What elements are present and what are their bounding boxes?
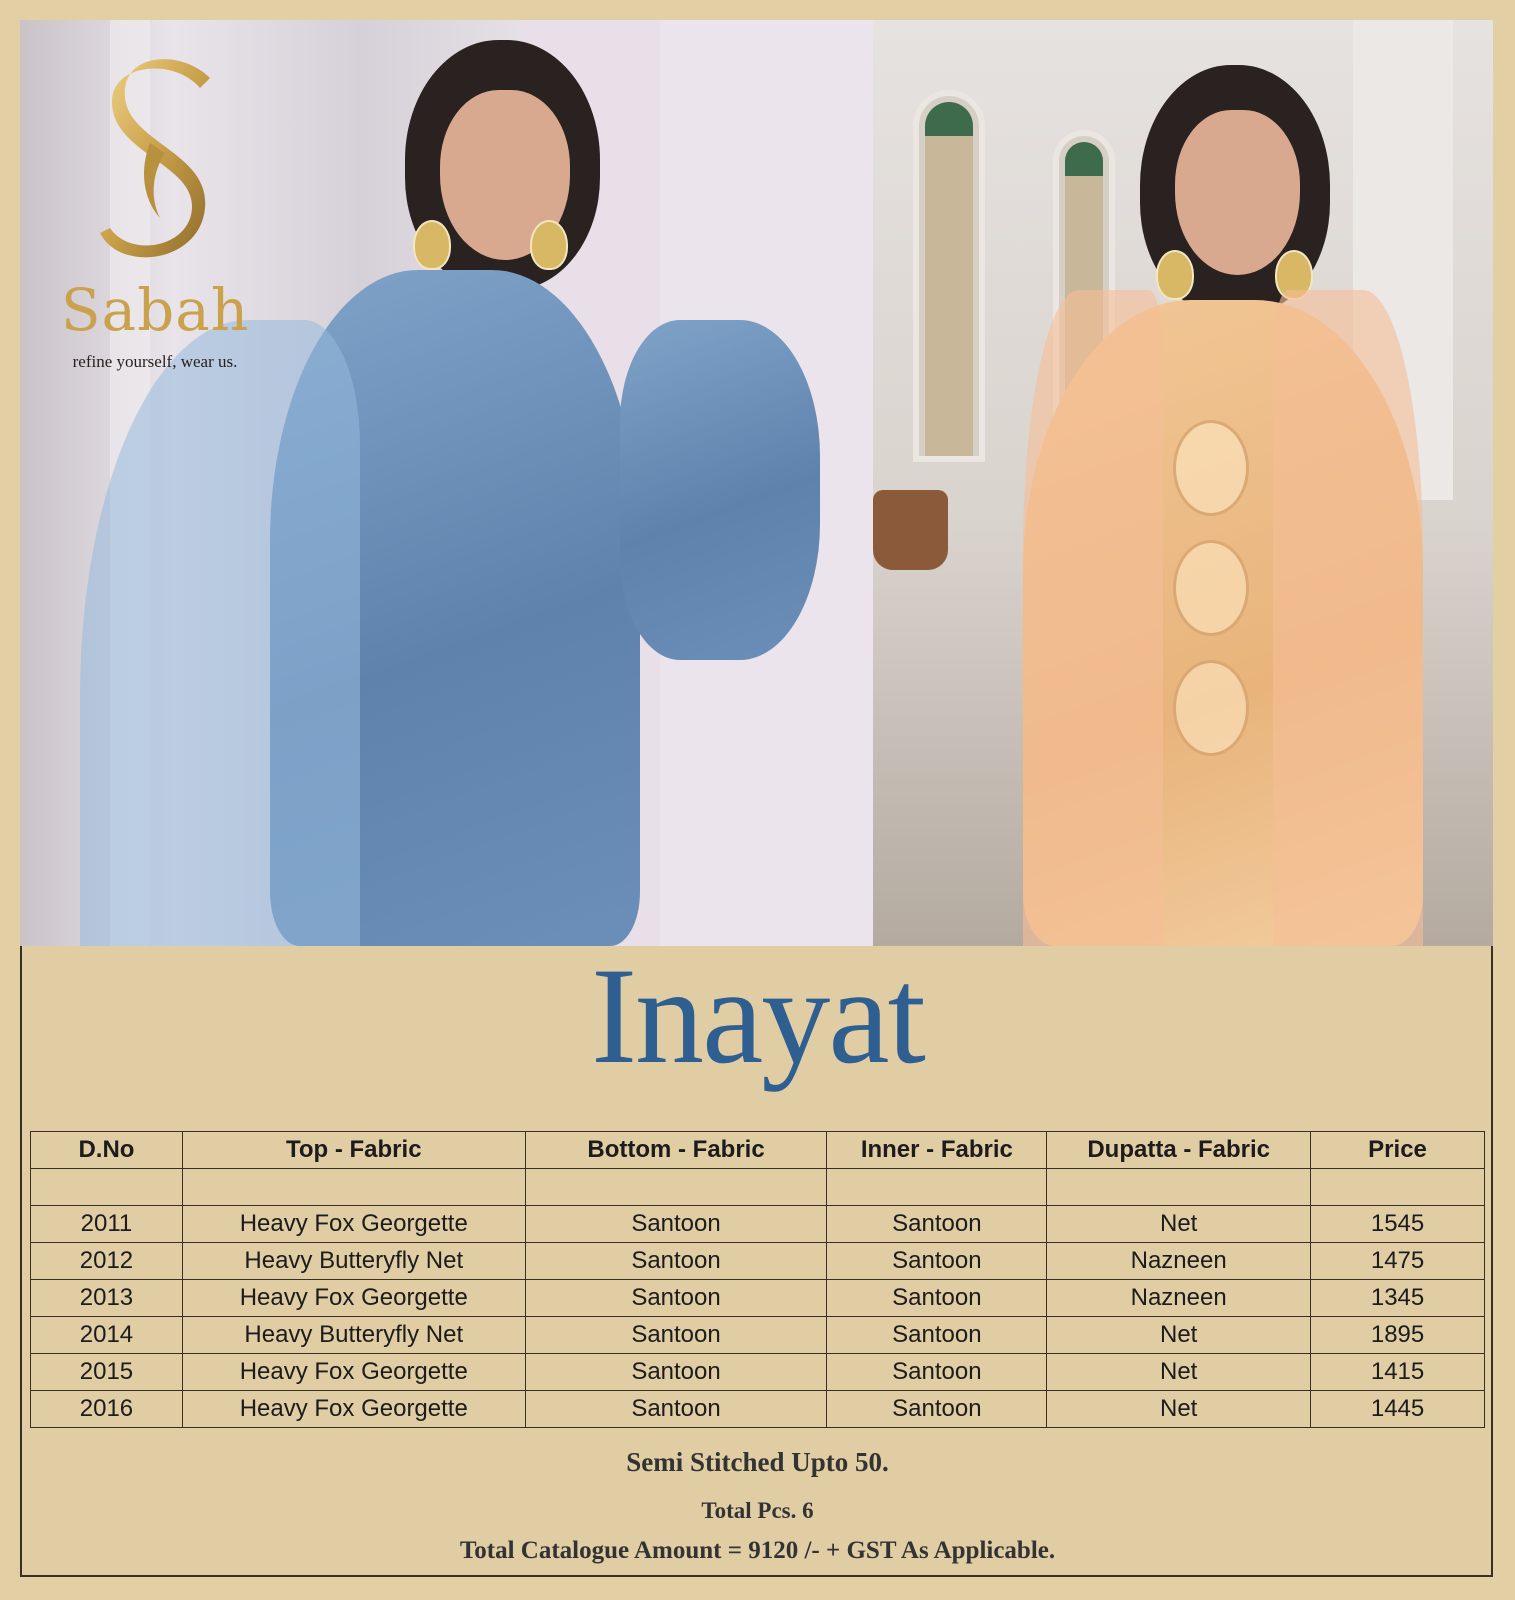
cell-dupatta-fabric: Net: [1047, 1391, 1311, 1428]
cell-dno: 2015: [31, 1354, 183, 1391]
catalogue-title: Inayat: [591, 939, 924, 1092]
table-header-row: [31, 1132, 1485, 1169]
header-inner-fabric: Inner - Fabric: [827, 1132, 1047, 1169]
stitching-note: Semi Stitched Upto 50.: [626, 1447, 889, 1477]
cell-dno: 2013: [31, 1280, 183, 1317]
cell-inner-fabric: [827, 1169, 1047, 1206]
cell-top-fabric: [182, 1169, 525, 1206]
cell-inner-fabric: Santoon: [827, 1354, 1047, 1391]
cell-dupatta-fabric: Nazneen: [1047, 1280, 1311, 1317]
cell-price: 1895: [1311, 1317, 1485, 1354]
brand-tagline: refine yourself, wear us.: [72, 352, 238, 371]
table-row: [31, 1391, 1485, 1428]
cell-bottom-fabric: Santoon: [525, 1243, 827, 1280]
cell-dno: 2016: [31, 1391, 183, 1428]
table-row: [31, 1317, 1485, 1354]
cell-price: [1311, 1169, 1485, 1206]
cell-bottom-fabric: Santoon: [525, 1206, 827, 1243]
cell-inner-fabric: Santoon: [827, 1206, 1047, 1243]
cell-top-fabric: Heavy Fox Georgette: [182, 1354, 525, 1391]
cell-inner-fabric: Santoon: [827, 1391, 1047, 1428]
photo-peach-suit: [873, 20, 1493, 946]
brand-name: Sabah: [60, 276, 250, 344]
cell-inner-fabric: Santoon: [827, 1280, 1047, 1317]
cell-dupatta-fabric: Net: [1047, 1317, 1311, 1354]
cell-price: 1415: [1311, 1354, 1485, 1391]
total-amount: Total Catalogue Amount = 9120 /- + GST As Applicable.: [459, 1537, 1056, 1564]
cell-top-fabric: Heavy Fox Georgette: [182, 1206, 525, 1243]
total-pieces: Total Pcs. 6: [701, 1498, 814, 1523]
cell-dupatta-fabric: Net: [1047, 1206, 1311, 1243]
cell-top-fabric: Heavy Fox Georgette: [182, 1391, 525, 1428]
cell-dupatta-fabric: Nazneen: [1047, 1243, 1311, 1280]
header-bottom-fabric: Bottom - Fabric: [525, 1132, 827, 1169]
cell-top-fabric: Heavy Butteryfly Net: [182, 1317, 525, 1354]
cell-inner-fabric: Santoon: [827, 1243, 1047, 1280]
header-dno: D.No: [31, 1132, 183, 1169]
cell-top-fabric: Heavy Butteryfly Net: [182, 1243, 525, 1280]
header-price: Price: [1311, 1132, 1485, 1169]
cell-dupatta-fabric: Net: [1047, 1354, 1311, 1391]
table-row: [31, 1206, 1485, 1243]
header-top-fabric: Top - Fabric: [182, 1132, 525, 1169]
table-row: [31, 1169, 1485, 1206]
brand-logo: [40, 48, 270, 388]
cell-dupatta-fabric: [1047, 1169, 1311, 1206]
sabah-s-icon: [80, 48, 230, 278]
table-row: [31, 1243, 1485, 1280]
table-row: [31, 1354, 1485, 1391]
cell-dno: 2014: [31, 1317, 183, 1354]
cell-bottom-fabric: Santoon: [525, 1354, 827, 1391]
cell-dno: 2011: [31, 1206, 183, 1243]
cell-top-fabric: Heavy Fox Georgette: [182, 1280, 525, 1317]
cell-price: 1445: [1311, 1391, 1485, 1428]
cell-dno: 2012: [31, 1243, 183, 1280]
cell-price: 1345: [1311, 1280, 1485, 1317]
cell-bottom-fabric: Santoon: [525, 1280, 827, 1317]
table-row: [31, 1280, 1485, 1317]
cell-bottom-fabric: Santoon: [525, 1391, 827, 1428]
cell-bottom-fabric: Santoon: [525, 1317, 827, 1354]
cell-inner-fabric: Santoon: [827, 1317, 1047, 1354]
fabric-price-table: [30, 1131, 1485, 1428]
cell-dno: [31, 1169, 183, 1206]
cell-price: 1545: [1311, 1206, 1485, 1243]
cell-bottom-fabric: [525, 1169, 827, 1206]
cell-price: 1475: [1311, 1243, 1485, 1280]
header-dupatta-fabric: Dupatta - Fabric: [1047, 1132, 1311, 1169]
